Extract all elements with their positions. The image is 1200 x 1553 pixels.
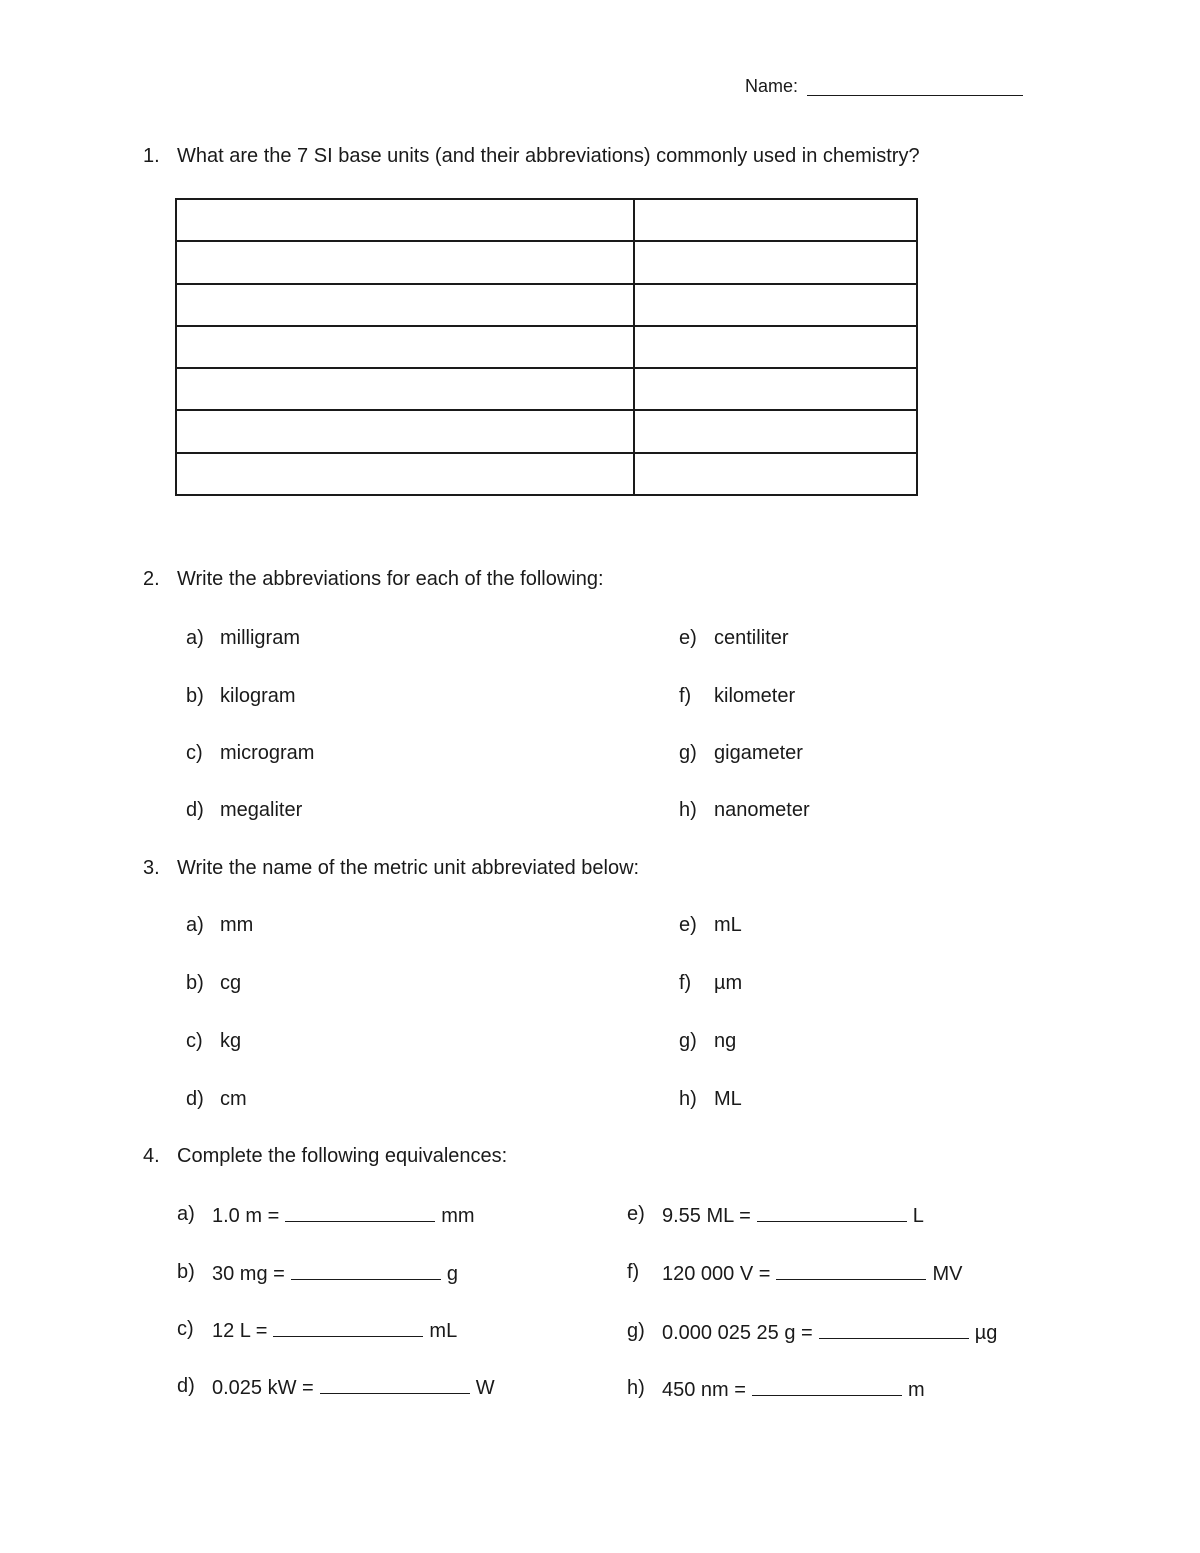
q4-before: 12 L = <box>212 1320 268 1342</box>
q4-before: 450 nm = <box>662 1379 746 1401</box>
q4-equivalence <box>662 1261 962 1286</box>
q4-item-letter: b) <box>177 1261 195 1283</box>
unit-abbreviation-cell[interactable] <box>634 284 917 326</box>
unit-name-cell[interactable] <box>176 326 634 368</box>
q3-item-letter: c) <box>186 1030 203 1052</box>
q4-after: mL <box>429 1320 458 1342</box>
q2-item-letter: e) <box>679 627 697 649</box>
q3-item-text: mm <box>220 914 254 936</box>
name-field[interactable] <box>807 95 1023 96</box>
q2-item-text: microgram <box>220 742 315 764</box>
q4-before: 0.025 kW = <box>212 1377 314 1399</box>
q3-item-letter: f) <box>679 972 692 994</box>
answer-blank[interactable] <box>752 1377 902 1396</box>
answer-blank[interactable] <box>291 1261 441 1280</box>
q4-item-letter: g) <box>627 1320 645 1342</box>
unit-name-cell[interactable] <box>176 284 634 326</box>
q4-item-letter: c) <box>177 1318 194 1340</box>
q4-equivalence <box>212 1375 495 1400</box>
q2-item-letter: h) <box>679 799 697 821</box>
q2-item-letter: c) <box>186 742 203 764</box>
answer-blank[interactable] <box>320 1375 470 1394</box>
q2-item-text: gigameter <box>714 742 803 764</box>
q3-item-text: ng <box>714 1030 737 1052</box>
q4-before: 30 mg = <box>212 1263 285 1285</box>
q4-after: mm <box>441 1205 475 1227</box>
answer-blank[interactable] <box>285 1203 435 1222</box>
table-row <box>176 453 917 495</box>
q3-item-letter: e) <box>679 914 697 936</box>
q2-item-text: nanometer <box>714 799 810 821</box>
q1-number: 1. <box>143 145 160 167</box>
q3-item-text: µm <box>714 972 743 994</box>
q3-item-letter: b) <box>186 972 204 994</box>
table-row <box>176 368 917 410</box>
unit-name-cell[interactable] <box>176 410 634 452</box>
q4-before: 1.0 m = <box>212 1205 280 1227</box>
q3-item-text: mL <box>714 914 742 936</box>
q4-item-letter: e) <box>627 1203 645 1225</box>
q2-text: Write the abbreviations for each of the following: <box>177 568 604 590</box>
unit-abbreviation-cell[interactable] <box>634 241 917 283</box>
q4-equivalence <box>212 1318 457 1343</box>
q3-item-letter: d) <box>186 1088 204 1110</box>
q3-item-text: cm <box>220 1088 247 1110</box>
table-row <box>176 199 917 241</box>
q4-number: 4. <box>143 1145 160 1167</box>
q4-item-letter: a) <box>177 1203 195 1225</box>
q2-item-text: kilogram <box>220 685 296 707</box>
q4-after: MV <box>932 1263 963 1285</box>
q2-item-letter: g) <box>679 742 697 764</box>
q2-number: 2. <box>143 568 160 590</box>
table-row <box>176 284 917 326</box>
q4-before: 120 000 V = <box>662 1263 771 1285</box>
q4-equivalence <box>212 1203 475 1228</box>
q2-item-letter: f) <box>679 685 692 707</box>
q4-text: Complete the following equivalences: <box>177 1145 508 1167</box>
unit-name-cell[interactable] <box>176 199 634 241</box>
q3-item-text: kg <box>220 1030 242 1052</box>
q4-before: 0.000 025 25 g = <box>662 1322 813 1344</box>
q4-after: g <box>446 1263 458 1285</box>
answer-blank[interactable] <box>273 1318 423 1337</box>
q2-item-letter: a) <box>186 627 204 649</box>
unit-name-cell[interactable] <box>176 453 634 495</box>
q4-after: W <box>475 1377 495 1399</box>
q3-item-text: ML <box>714 1088 742 1110</box>
q4-item-letter: f) <box>627 1261 640 1283</box>
q2-item-letter: d) <box>186 799 204 821</box>
table-row <box>176 241 917 283</box>
q3-item-letter: h) <box>679 1088 697 1110</box>
q2-item-text: megaliter <box>220 799 303 821</box>
unit-abbreviation-cell[interactable] <box>634 453 917 495</box>
q2-item-text: milligram <box>220 627 300 649</box>
q4-item-letter: h) <box>627 1377 645 1399</box>
answer-blank[interactable] <box>819 1320 969 1339</box>
q4-equivalence <box>662 1377 925 1402</box>
q4-after: µg <box>974 1322 998 1344</box>
q2-item-letter: b) <box>186 685 204 707</box>
q3-item-text: cg <box>220 972 242 994</box>
q4-equivalence <box>662 1320 997 1345</box>
q3-item-letter: a) <box>186 914 204 936</box>
unit-abbreviation-cell[interactable] <box>634 368 917 410</box>
unit-abbreviation-cell[interactable] <box>634 326 917 368</box>
q4-after: L <box>912 1205 924 1227</box>
q4-equivalence <box>212 1261 458 1286</box>
unit-abbreviation-cell[interactable] <box>634 199 917 241</box>
table-row <box>176 326 917 368</box>
q4-equivalence <box>662 1203 924 1228</box>
q3-item-letter: g) <box>679 1030 697 1052</box>
answer-blank[interactable] <box>757 1203 907 1222</box>
q4-item-letter: d) <box>177 1375 195 1397</box>
unit-name-cell[interactable] <box>176 241 634 283</box>
q4-before: 9.55 ML = <box>662 1205 751 1227</box>
q4-after: m <box>907 1379 925 1401</box>
q2-item-text: kilometer <box>714 685 796 707</box>
name-label: Name: <box>745 76 799 96</box>
q1-text: What are the 7 SI base units (and their abbreviations) commonly used in chemistry? <box>177 145 920 167</box>
q2-item-text: centiliter <box>714 627 789 649</box>
si-units-table <box>175 198 918 496</box>
unit-name-cell[interactable] <box>176 368 634 410</box>
q3-text: Write the name of the metric unit abbreviated below: <box>177 857 640 879</box>
answer-blank[interactable] <box>776 1261 926 1280</box>
q3-number: 3. <box>143 857 160 879</box>
unit-abbreviation-cell[interactable] <box>634 410 917 452</box>
table-row <box>176 410 917 452</box>
